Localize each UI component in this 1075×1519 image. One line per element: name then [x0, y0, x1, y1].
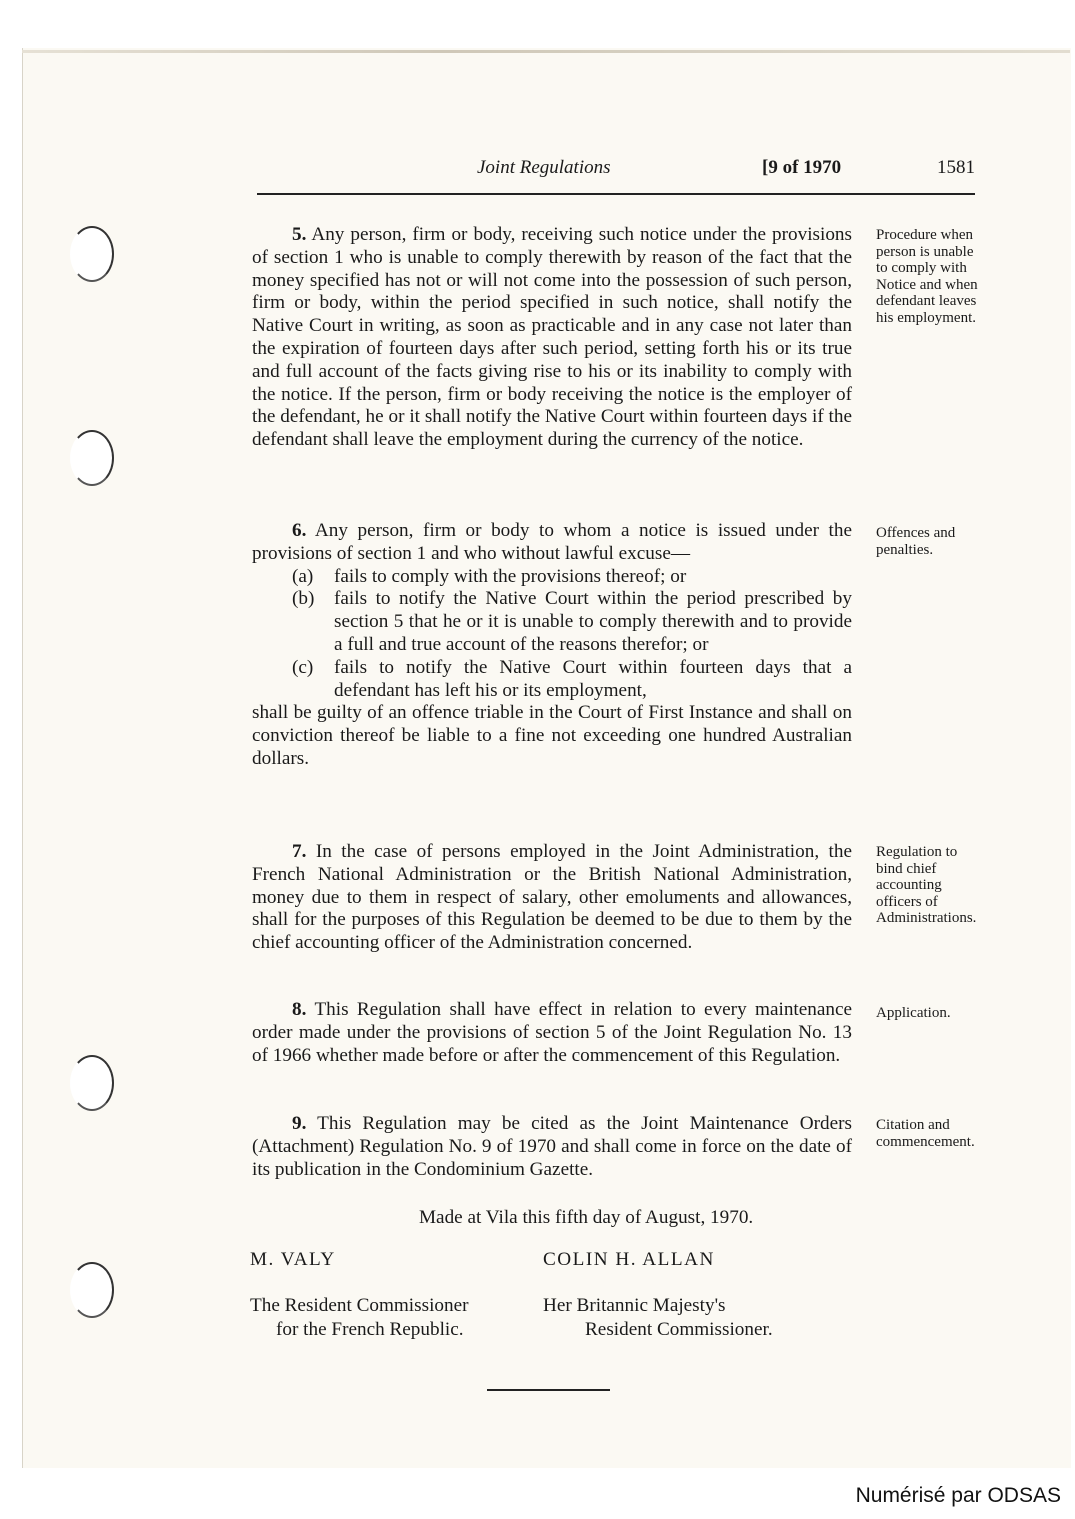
margin-note-9: Citation and commencement.: [876, 1117, 975, 1150]
header-title: Joint Regulations: [477, 157, 611, 178]
item-text: fails to comply with the provisions thereof; or: [334, 565, 687, 587]
margin-note-8: Application.: [876, 1005, 951, 1021]
section-text: This Regulation shall have effect in relation to every maintenance order made under the provisions of section 5 of the Joint Regulation No. 13 of 1966 whether made before or after the commencement of this Regulation.: [252, 999, 853, 1066]
header-issue: [9 of 1970: [762, 157, 842, 178]
item-mark: (b): [292, 588, 315, 610]
signatory-title-2: Resident Commissioner.: [585, 1319, 773, 1340]
signatory-french: [250, 1248, 469, 1342]
section-text: This Regulation may be cited as the Joint Maintenance Orders (Attachment) Regulation No. 9 of 1970 and shall come in force on the date of its publication in the Condominium Gazette.: [252, 1113, 852, 1180]
list-item: [252, 657, 852, 703]
section-text: Any person, firm or body to whom a notice is issued under the provisions of section 1 and who without lawful excuse—: [252, 520, 852, 564]
section-7: [252, 841, 852, 955]
item-text: fails to notify the Native Court within fourteen days that a defendant has left his or its employment,: [334, 656, 852, 701]
item-text: fails to notify the Native Court within the period prescribed by section 5 that he or it is unable to comply therewith and to provide a full and true account of the reasons therefor; or: [334, 588, 852, 655]
made-at-line: Made at Vila this fifth day of August, 1970.: [419, 1207, 754, 1228]
section-number: 6.: [292, 520, 307, 541]
punch-hole-1: [70, 226, 114, 282]
section-text: In the case of persons employed in the Joint Administration, the French National Administration or the British National Administration, money due to them in respect of salary, other emoluments and allowances, shall for the purposes of this Regulation be deemed to be due to them by the chief accounting officer of the Administration concerned.: [252, 841, 852, 954]
section-tail: shall be guilty of an offence triable in the Court of First Instance and shall on conviction thereof be liable to a fine not exceeding one hundred Australian dollars.: [252, 702, 852, 769]
margin-note-5: Procedure when person is unable to comply with Notice and when defendant leaves his employment.: [876, 227, 978, 326]
punch-hole-4: [70, 1262, 114, 1318]
running-header: [257, 157, 975, 183]
page-number: 1581: [937, 157, 975, 178]
signatory-title-2: for the French Republic.: [276, 1319, 464, 1340]
section-5: [252, 224, 852, 452]
signatory-title-1: Her Britannic Majesty's: [543, 1295, 726, 1316]
section-text: Any person, firm or body, receiving such notice under the provisions of section 1 who is unable to comply therewith by reason of the fact that the money specified has not or will not come into the possession of such person, firm or body, within the period specified in such notice, shall notify the Native Court in writing, as soon as practicable and in any case not later than the expiration of fourteen days after such period, setting forth his or its true and full account of the facts giving rise to his or its inability to comply with the notice. If the person, firm or body receiving the notice is the employer of the defendant, he or it shall notify the Native Court within fourteen days if the defendant shall leave the employment during the currency of the notice.: [252, 224, 852, 451]
list-item: [252, 566, 852, 589]
list-item: [252, 588, 852, 656]
section-number: 5.: [292, 224, 307, 245]
signatory-title-1: The Resident Commissioner: [250, 1295, 469, 1316]
item-mark: (c): [292, 656, 314, 678]
signatory-name: M. VALY: [250, 1249, 336, 1270]
margin-note-7: Regulation to bind chief accounting officers of Administrations.: [876, 844, 977, 926]
section-number: 7.: [292, 841, 307, 862]
page-top-edge: [22, 50, 1070, 53]
section-number: 8.: [292, 999, 307, 1020]
header-rule: [257, 193, 975, 195]
section-6: [252, 520, 852, 771]
closing-rule: [487, 1389, 610, 1391]
margin-note-6: Offences and penalties.: [876, 525, 956, 558]
digitization-stamp: Numérisé par ODSAS: [855, 1484, 1061, 1507]
item-mark: (a): [292, 565, 314, 587]
section-number: 9.: [292, 1113, 307, 1134]
section-8: [252, 999, 852, 1067]
signatory-name: COLIN H. ALLAN: [543, 1249, 715, 1270]
section-9: [252, 1113, 852, 1181]
punch-hole-2: [70, 430, 114, 486]
signatory-british: [543, 1248, 773, 1342]
punch-hole-3: [70, 1055, 114, 1111]
